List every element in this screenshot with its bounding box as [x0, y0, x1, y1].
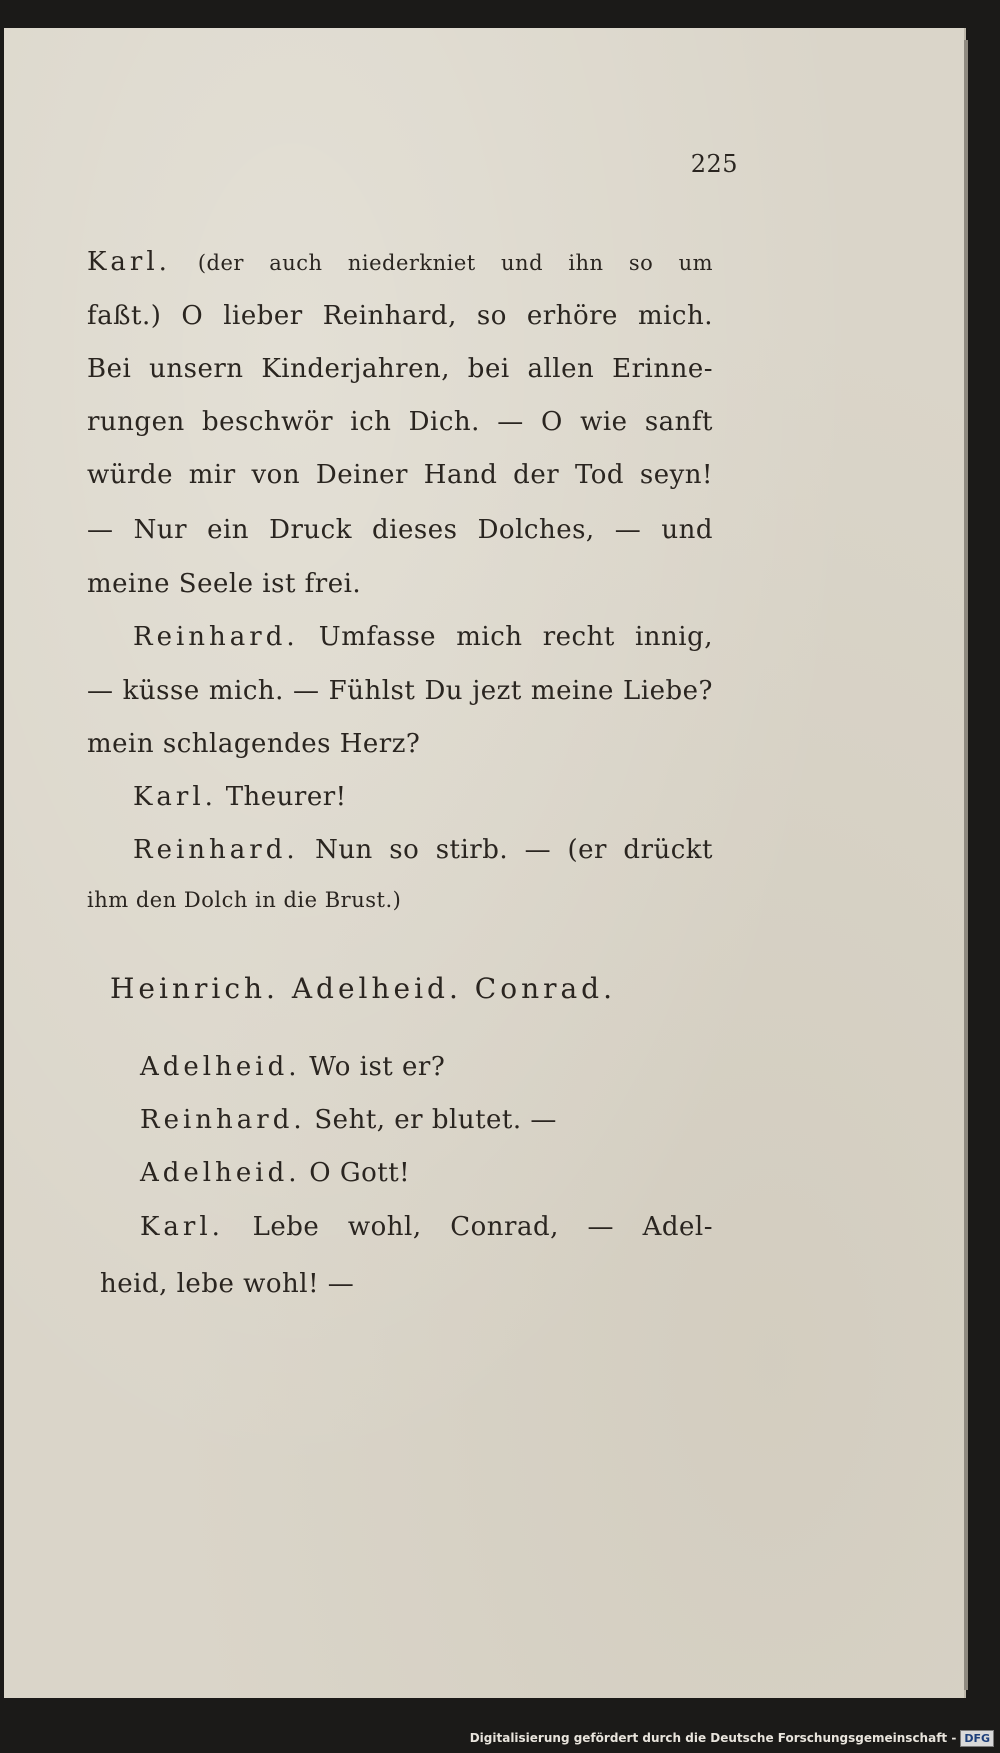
dialogue-text: Wo ist er?	[309, 1052, 446, 1082]
text-line	[140, 1156, 713, 1190]
text-line: heid, lebe wohl! —	[100, 1269, 355, 1299]
dialogue-text: Nun so stirb. — (er drückt	[315, 835, 714, 865]
speaker-reinhard: Reinhard.	[140, 1105, 306, 1135]
page-number: 225	[690, 150, 738, 178]
stage-direction: ihm den Dolch in die Brust.)	[87, 888, 402, 912]
speaker-adelheid: Adelheid.	[140, 1158, 301, 1188]
stage-direction: (der auch niederkniet und ihn so um	[197, 251, 714, 275]
text-line: — küsse mich. — Fühlst Du jezt meine Liebe?	[87, 676, 713, 706]
speaker-karl: Karl.	[87, 247, 171, 277]
text-line	[87, 245, 713, 280]
text-line: meine Seele ist frei.	[87, 569, 362, 599]
speaker-karl: Karl.	[140, 1212, 224, 1242]
text-line: — Nur ein Druck dieses Dolches, — und	[87, 515, 713, 545]
text-line: würde mir von Deiner Hand der Tod seyn!	[87, 460, 713, 490]
text-line	[133, 780, 713, 814]
dialogue-text: Seht, er blutet. —	[314, 1105, 557, 1135]
speaker-reinhard: Reinhard.	[133, 622, 299, 652]
digitization-footer	[470, 1727, 994, 1749]
text-line	[140, 1103, 713, 1137]
text-line	[140, 1210, 713, 1244]
speaker-reinhard: Reinhard.	[133, 835, 299, 865]
speaker-karl: Karl.	[133, 782, 217, 812]
text-line	[133, 833, 713, 867]
page-edge	[964, 40, 968, 1690]
text-line: faßt.) O lieber Reinhard, so erhöre mich.	[87, 301, 713, 331]
footer-credit: Digitalisierung gefördert durch die Deutsche Forschungsgemeinschaft -	[469, 1731, 957, 1745]
text-line: mein schlagendes Herz?	[87, 729, 421, 759]
speaker-adelheid: Adelheid.	[140, 1052, 301, 1082]
text-line	[140, 1050, 713, 1084]
dialogue-text: Theurer!	[225, 782, 347, 812]
dialogue-text: Lebe wohl, Conrad, — Adel-	[252, 1212, 713, 1242]
text-line: rungen beschwör ich Dich. — O wie sanft	[87, 407, 713, 437]
dialogue-text: O Gott!	[309, 1158, 411, 1188]
text-line	[133, 620, 713, 654]
dfg-logo: DFG	[960, 1730, 994, 1747]
dialogue-text: Umfasse mich recht innig,	[318, 622, 713, 652]
scene-heading: Heinrich. Adelheid. Conrad.	[110, 972, 617, 1005]
text-line: Bei unsern Kinderjahren, bei allen Erinne-	[87, 354, 713, 384]
